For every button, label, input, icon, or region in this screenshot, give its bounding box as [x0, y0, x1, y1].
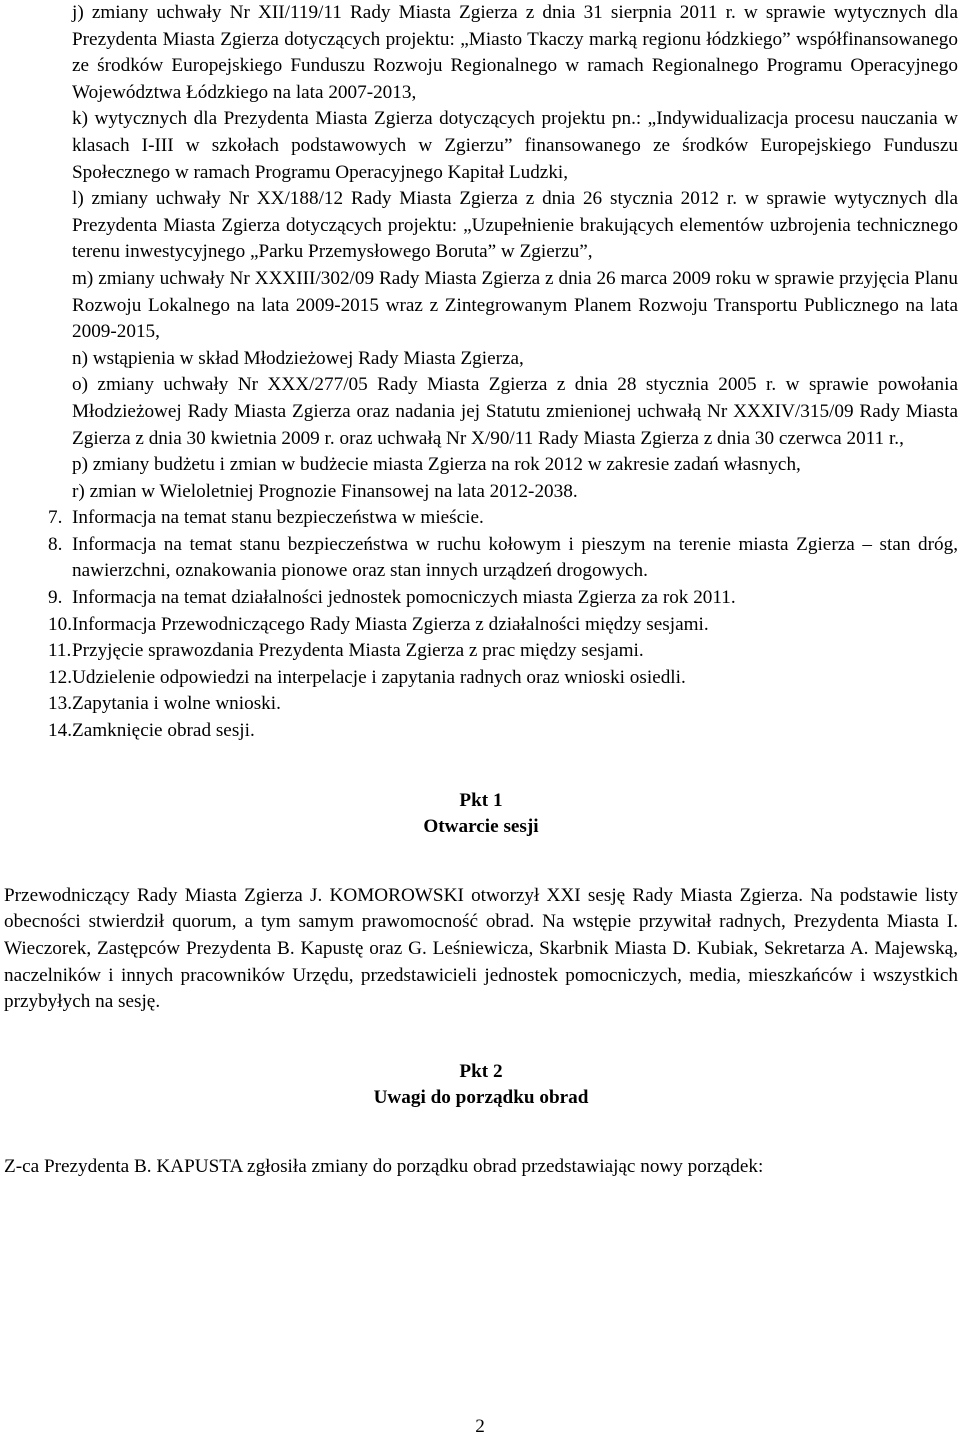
agenda-item-number: 8.	[48, 533, 63, 555]
agenda-item-12	[4, 665, 958, 692]
section-title: Otwarcie sesji	[423, 816, 539, 838]
agenda-item-number: 11.	[48, 640, 72, 662]
agenda-item-number: 13.	[48, 693, 72, 715]
agenda-list	[4, 505, 958, 744]
agenda-item-13	[4, 691, 958, 718]
sub-item-o: o) zmiany uchwały Nr XXX/277/05 Rady Miasta Zgierza z dnia 28 stycznia 2005 r. w sprawie powołania Młodzieżowej Rady Miasta Zgierza oraz nadania jej Statutu zmienionej uchwałą Nr XXXIV/315/09 Rady Miasta Zgierza z dnia 30 kwietnia 2009 r. oraz uchwałą Nr X/90/11 Rady Miasta Zgierza z dnia 30 czerwca 2011 r.,	[72, 374, 958, 449]
agenda-item-9	[4, 585, 958, 612]
sub-item-j: j) zmiany uchwały Nr XII/119/11 Rady Miasta Zgierza z dnia 31 sierpnia 2011 r. w sprawie wytycznych dla Prezydenta Miasta Zgierza dotyczących projektu: „Miasto Tkaczy marką regionu łódzkiego” współfinansowanego ze środków Europejskiego Funduszu Rozwoju Regionalnego w ramach Regionalnego Programu Operacyjnego Województwa Łódzkiego na lata 2007-2013,	[72, 2, 958, 103]
agenda-item-text: Przyjęcie sprawozdania Prezydenta Miasta Zgierza z prac między sesjami.	[72, 640, 644, 662]
agenda-item-text: Udzielenie odpowiedzi na interpelacje i zapytania radnych oraz wnioski osiedli.	[72, 666, 686, 688]
section-title: Uwagi do porządku obrad	[373, 1087, 589, 1109]
agenda-item-11	[4, 638, 958, 665]
section-pkt1-heading	[4, 788, 958, 841]
agenda-item-text: Informacja na temat stanu bezpieczeństwa w mieście.	[72, 507, 484, 529]
section-pkt1-body: Przewodniczący Rady Miasta Zgierza J. KOMOROWSKI otworzył XXI sesję Rady Miasta Zgierza. Na podstawie listy obecności stwierdził quorum, a tym samym prawomocność obrad. Na wstępie przywitał radnych, Prezydenta Miasta I. Wieczorek, Zastępców Prezydenta B. Kapustę oraz G. Leśniewicza, Skarbnik Miasta D. Kubiak, Sekretarza A. Majewską, naczelników i innych pracowników Urzędu, przedstawicieli jednostek pomocniczych, media, mieszkańców i wszystkich przybyłych na sesję.	[4, 884, 958, 1013]
sub-item-m: m) zmiany uchwały Nr XXXIII/302/09 Rady Miasta Zgierza z dnia 26 marca 2009 roku w sprawie przyjęcia Planu Rozwoju Lokalnego na lata 2009-2015 wraz z Zintegrowanym Planem Rozwoju Transportu Publicznego na lata 2009-2015,	[72, 267, 958, 343]
document-page	[4, 0, 958, 1181]
agenda-item-text: Informacja na temat działalności jednostek pomocniczych miasta Zgierza za rok 2011.	[72, 587, 736, 609]
sub-item-k: k) wytycznych dla Prezydenta Miasta Zgierza dotyczących projektu pn.: „Indywidualizacja procesu nauczania w klasach I-III w szkołach podstawowych w Zgierzu” finansowanego ze środków Europejskiego Funduszu Społecznego w ramach Programu Operacyjnego Kapitał Ludzki,	[72, 108, 958, 183]
agenda-item-number: 14.	[48, 720, 72, 742]
sub-item-p: p) zmiany budżetu i zmian w budżecie miasta Zgierza na rok 2012 w zakresie zadań własnych,	[72, 454, 801, 476]
page-number: 2	[475, 1416, 485, 1437]
section-number: Pkt 2	[459, 1060, 503, 1082]
agenda-item-number: 9.	[48, 587, 63, 609]
agenda-item-number: 10.	[48, 613, 72, 635]
agenda-item-text: Informacja na temat stanu bezpieczeństwa w ruchu kołowym i pieszym na terenie miasta Zgierza – stan dróg, nawierzchni, oznakowania pionowe oraz stan innych urządzeń drogowych.	[72, 533, 958, 582]
agenda-item-14	[4, 718, 958, 745]
agenda-item-number: 7.	[48, 507, 63, 529]
sub-item-r: r) zmian w Wieloletniej Prognozie Finansowej na lata 2012-2038.	[72, 480, 578, 502]
agenda-item-text: Zapytania i wolne wnioski.	[72, 693, 281, 715]
agenda-item-10	[4, 612, 958, 639]
agenda-item-number: 12.	[48, 666, 72, 688]
sub-item-l: l) zmiany uchwały Nr XX/188/12 Rady Miasta Zgierza z dnia 26 stycznia 2012 r. w sprawie wytycznych dla Prezydenta Miasta Zgierza dotyczących projektu: „Uzupełnienie brakujących elementów uzbrojenia technicznego terenu inwestycyjnego „Parku Przemysłowego Boruta” w Zgierzu”,	[72, 188, 958, 263]
agenda-item-7	[4, 505, 958, 532]
section-pkt2-heading	[4, 1059, 958, 1112]
agenda-item-8	[4, 532, 958, 585]
section-pkt2-body: Z-ca Prezydenta B. KAPUSTA zgłosiła zmiany do porządku obrad przedstawiając nowy porządek:	[4, 1155, 764, 1177]
sub-item-n: n) wstąpienia w skład Młodzieżowej Rady Miasta Zgierza,	[72, 347, 524, 369]
agenda-item-text: Zamknięcie obrad sesji.	[72, 720, 255, 742]
section-number: Pkt 1	[459, 789, 503, 811]
agenda-item-text: Informacja Przewodniczącego Rady Miasta Zgierza z działalności między sesjami.	[72, 613, 709, 635]
sub-item-list	[4, 0, 958, 505]
